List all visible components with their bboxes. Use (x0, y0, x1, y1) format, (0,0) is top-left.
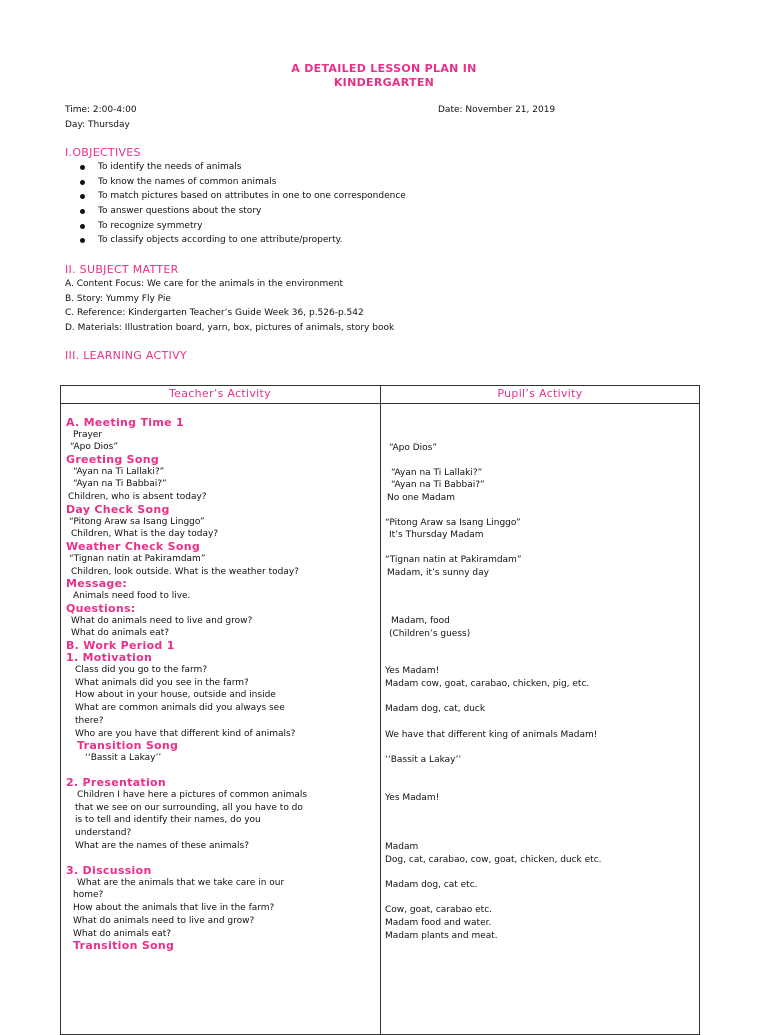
learning-activity-heading: III. LEARNING ACTIVY (65, 349, 187, 362)
teacher-line: Children, What is the day today? (71, 529, 219, 539)
pupil-line: We have that different king of animals Madam! (385, 730, 598, 740)
teacher-line: How about the animals that live in the farm? (73, 903, 275, 913)
teacher-line: Children I have here a pictures of common animals (77, 790, 308, 800)
teacher-line: Prayer (73, 430, 103, 440)
pupil-column-header: Pupil’s Activity (497, 387, 583, 400)
pupil-line: Cow, goat, carabao etc. (385, 905, 493, 915)
pupil-line: Madam plants and meat. (385, 931, 498, 941)
pupil-line: “Tignan natin at Pakiramdam” (385, 555, 522, 565)
objective-item: To recognize symmetry (98, 221, 203, 231)
day-label: Day: Thursday (65, 120, 130, 130)
teacher-line: Class did you go to the farm? (75, 665, 208, 675)
bullet (80, 224, 85, 229)
subject-matter-line: D. Materials: Illustration board, yarn, box, pictures of animals, story book (65, 323, 395, 333)
teacher-line: home? (73, 890, 104, 900)
teacher-column-header: Teacher’s Activity (169, 387, 271, 400)
objective-item: To answer questions about the story (98, 206, 262, 216)
pupil-line: Madam, it’s sunny day (387, 568, 489, 578)
teacher-line: What animals did you see in the farm? (75, 678, 249, 688)
teacher-line: ‘‘Bassit a Lakay’’ (85, 753, 162, 763)
objective-item: To identify the needs of animals (98, 162, 242, 172)
teacher-line: What are the animals that we take care in our (77, 878, 285, 888)
teacher-line: Who are you have that different kind of animals? (75, 729, 296, 739)
objective-item: To match pictures based on attributes in one to one correspondence (98, 191, 406, 201)
meeting-time-heading: A. Meeting Time 1 (66, 416, 184, 429)
pupil-line: No one Madam (387, 493, 455, 503)
title-line-2: KINDERGARTEN (333, 76, 435, 89)
pupil-line: “Pitong Araw sa Isang Linggo” (385, 518, 521, 528)
subject-matter-line: A. Content Focus: We care for the animals in the environment (65, 279, 344, 289)
transition-song-heading: Transition Song (77, 739, 179, 752)
date-label: Date: November 21, 2019 (438, 105, 556, 115)
pupil-line: ‘‘Bassit a Lakay’’ (385, 755, 462, 765)
teacher-line: Children, who is absent today? (68, 492, 207, 502)
work-period-heading: B. Work Period 1 (66, 639, 175, 652)
pupil-line: Madam cow, goat, carabao, chicken, pig, etc. (385, 679, 590, 689)
objective-item: To classify objects according to one attribute/property. (98, 235, 343, 245)
bullet (80, 194, 85, 199)
pupil-line: Madam dog, cat etc. (385, 880, 478, 890)
pupil-line: “Ayan na Ti Babbai?” (391, 480, 485, 490)
greeting-song-heading: Greeting Song (66, 453, 160, 466)
objective-item: To know the names of common animals (98, 177, 277, 187)
pupil-line: Dog, cat, carabao, cow, goat, chicken, duck etc. (385, 855, 602, 865)
discussion-heading: 3. Discussion (66, 864, 152, 877)
teacher-line: What do animals eat? (71, 628, 169, 638)
bullet (80, 238, 85, 243)
teacher-line: understand? (75, 828, 132, 838)
questions-heading: Questions: (66, 602, 136, 615)
pupil-line: Yes Madam! (385, 793, 440, 803)
teacher-line: “Apo Dios” (70, 442, 119, 452)
pupil-line: Madam dog, cat, duck (385, 704, 486, 714)
teacher-line: How about in your house, outside and inside (75, 690, 276, 700)
pupil-line: Madam food and water. (385, 918, 492, 928)
pupil-line: Yes Madam! (385, 666, 440, 676)
transition-song-heading: Transition Song (73, 939, 175, 952)
bullet (80, 165, 85, 170)
teacher-line: Animals need food to live. (73, 591, 191, 601)
pupil-line: (Children’s guess) (389, 629, 471, 639)
teacher-line: “Ayan na Ti Babbai?” (73, 479, 167, 489)
time-label: Time: 2:00-4:00 (65, 105, 137, 115)
weather-check-song-heading: Weather Check Song (66, 540, 201, 553)
pupil-line: “Apo Dios” (389, 443, 438, 453)
subject-matter-heading: II. SUBJECT MATTER (65, 263, 179, 276)
teacher-line: What are the names of these animals? (75, 841, 249, 851)
presentation-heading: 2. Presentation (66, 776, 167, 789)
pupil-line: It’s Thursday Madam (389, 530, 484, 540)
teacher-line: What are common animals did you always see (75, 703, 285, 713)
message-heading: Message: (66, 577, 128, 590)
table-header-divider (60, 403, 700, 404)
bullet (80, 209, 85, 214)
subject-matter-line: B. Story: Yummy Fly Pie (65, 294, 171, 304)
teacher-line: Children, look outside. What is the weather today? (71, 567, 299, 577)
teacher-line: that we see on our surrounding, all you have to do (75, 803, 303, 813)
teacher-line: What do animals need to live and grow? (71, 616, 253, 626)
pupil-line: Madam, food (391, 616, 450, 626)
subject-matter-line: C. Reference: Kindergarten Teacher’s Guide Week 36, p.526-p.542 (65, 308, 364, 318)
teacher-line: What do animals need to live and grow? (73, 916, 255, 926)
teacher-line: “Pitong Araw sa Isang Linggo” (69, 517, 205, 527)
motivation-heading: 1. Motivation (66, 651, 153, 664)
table-column-divider (380, 385, 381, 1035)
pupil-line: Madam (385, 842, 419, 852)
teacher-line: What do animals eat? (73, 929, 171, 939)
teacher-line: “Ayan na Ti Lallaki?” (73, 467, 165, 477)
teacher-line: is to tell and identify their names, do you (75, 815, 261, 825)
bullet (80, 180, 85, 185)
pupil-line: “Ayan na Ti Lallaki?” (391, 468, 483, 478)
teacher-line: “Tignan natin at Pakiramdam” (69, 554, 206, 564)
teacher-line: there? (75, 716, 104, 726)
day-check-song-heading: Day Check Song (66, 503, 170, 516)
objectives-heading: I.OBJECTIVES (65, 146, 141, 159)
title-line-1: A DETAILED LESSON PLAN IN (291, 62, 477, 75)
